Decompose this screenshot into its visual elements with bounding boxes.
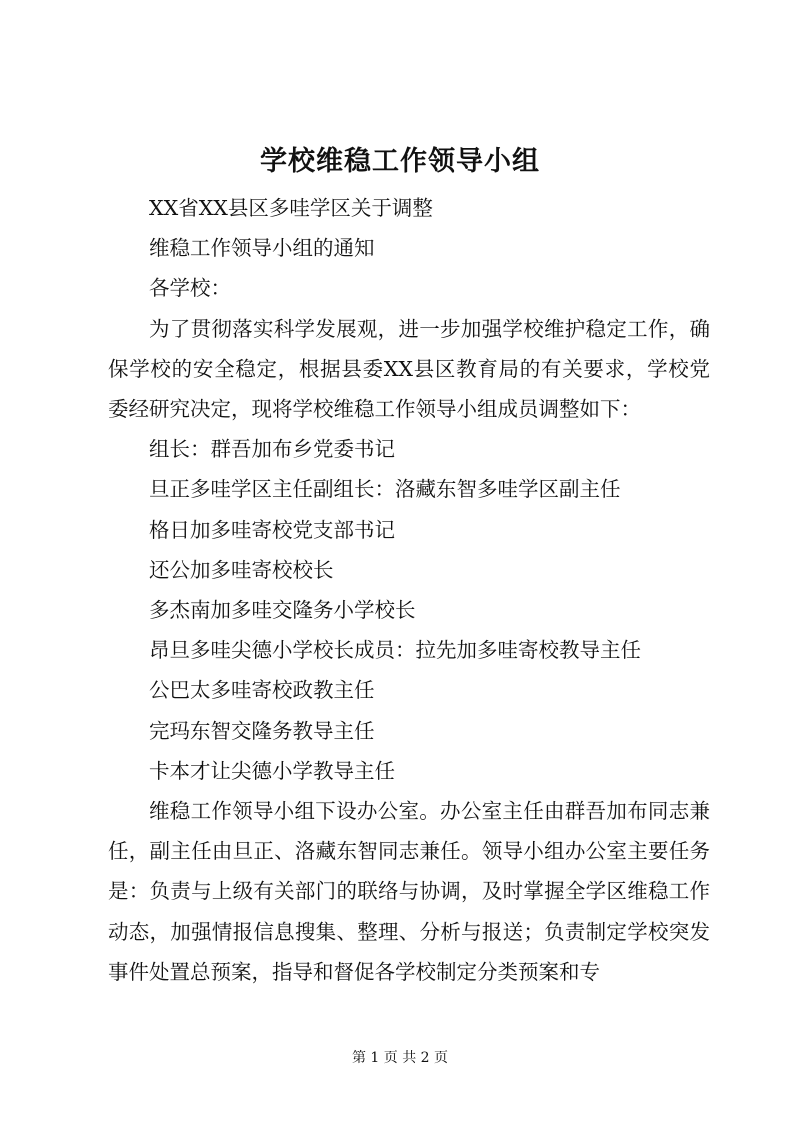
member-line: 卡本才让尖德小学教导主任 [149, 758, 395, 783]
member-line: 公巴太多哇寄校政教主任 [149, 678, 375, 703]
member-line: 组长：群吾加布乡党委书记 [149, 437, 395, 462]
member-line: 旦正多哇学区主任副组长：洛藏东智多哇学区副主任 [149, 477, 621, 502]
member-line: 还公加多哇寄校校长 [149, 557, 334, 582]
member-line: 完玛东智交隆务教导主任 [149, 718, 375, 743]
document-body [108, 188, 710, 992]
member-line: 格日加多哇寄校党支部书记 [149, 517, 395, 542]
heading-line-1: XX省XX县区多哇学区关于调整 [149, 196, 433, 220]
member-line: 昂旦多哇尖德小学校长成员：拉先加多哇寄校教导主任 [149, 638, 641, 663]
heading-line-2: 维稳工作领导小组的通知 [149, 236, 375, 261]
salutation: 各学校： [149, 276, 231, 301]
document-title: 学校维稳工作领导小组 [260, 146, 540, 177]
office-paragraph: 维稳工作领导小组下设办公室。办公室主任由群吾加布同志兼任，副主任由旦正、洛藏东智同志兼任。领导小组办公室主要任务是：负责与上级有关部门的联络与协调，及时掌握全学区维稳工作动态，加强情报信息搜集、整理、分析与报送；负责制定学校突发事件处置总预案，指导和督促各学校制定分类预案和专 [108, 799, 710, 984]
page-number-footer: 第 1 页 共 2 页 [351, 1050, 449, 1066]
intro-paragraph: 为了贯彻落实科学发展观，进一步加强学校维护稳定工作，确保学校的安全稳定，根据县委XX县区教育局的有关要求，学校党委经研究决定，现将学校维稳工作领导小组成员调整如下： [108, 316, 710, 422]
member-line: 多杰南加多哇交隆务小学校长 [149, 598, 416, 623]
